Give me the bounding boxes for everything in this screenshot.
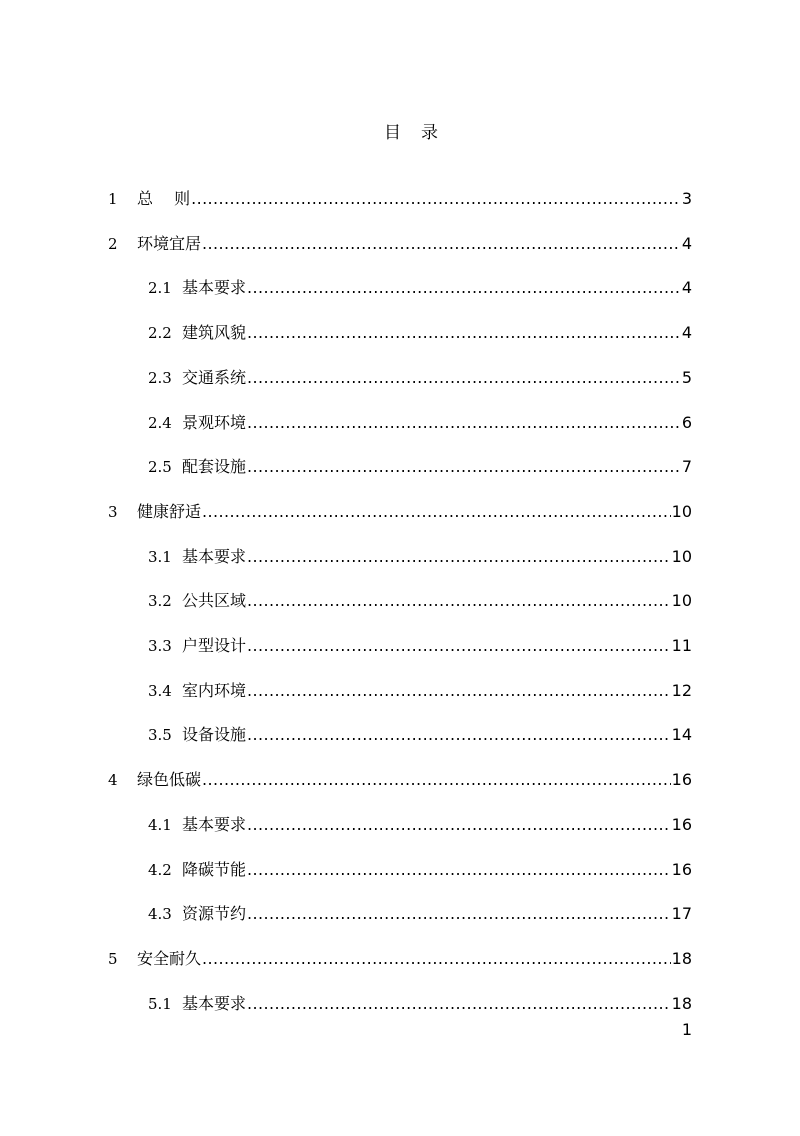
toc-entry-number: 4.2 [148,860,172,879]
toc-dot-leader [202,497,671,527]
toc-entry-label: 绿色低碳 [137,770,202,790]
toc-entry-label: 总 则 [137,189,191,208]
toc-dot-leader [247,318,681,348]
toc-dot-leader [247,989,671,1019]
page-number: 1 [681,1020,692,1039]
toc-dot-leader [202,944,671,974]
toc-entry[interactable] [108,184,692,214]
toc-entry-page: 4 [681,273,692,303]
toc-entry[interactable] [148,586,692,616]
toc-entry-page: 10 [671,497,692,527]
toc-entry-number: 5 [108,949,118,968]
toc-entry-number: 2.3 [148,368,172,387]
toc-entry-label: 降碳节能 [182,859,247,879]
toc-dot-leader [247,586,671,616]
toc-entry-page: 4 [681,229,692,259]
toc-dot-leader [247,631,671,661]
toc-entry-number: 3 [108,502,118,521]
toc-entry[interactable] [148,631,692,661]
toc-entry-number: 3.4 [148,681,172,700]
toc-entry[interactable] [148,810,692,840]
toc-entry-page: 10 [671,586,692,616]
toc-entry-number: 4.3 [148,905,172,924]
toc-entry-label: 基本要求 [182,993,247,1013]
toc-entry-page: 6 [681,408,692,438]
toc-entry[interactable] [108,944,692,974]
toc-entry-label: 健康舒适 [137,501,202,521]
toc-entry-label: 室内环境 [182,680,247,700]
toc-entry-page: 5 [681,363,692,393]
toc-entry[interactable] [148,273,692,303]
toc-entry-label: 配套设施 [182,457,247,477]
toc-entry[interactable] [148,363,692,393]
toc-entry-page: 16 [671,855,692,885]
toc-entry[interactable] [148,989,692,1019]
toc-dot-leader [247,676,671,706]
toc-dot-leader [247,363,681,393]
toc-title-char-1: 目 [384,123,401,143]
toc-entry-label: 基本要求 [182,814,247,834]
toc-entry-label: 基本要求 [182,278,247,298]
toc-dot-leader [247,810,671,840]
toc-entry[interactable] [148,899,692,929]
toc-entry-label: 设备设施 [182,725,247,745]
toc-entry-page: 3 [681,184,692,214]
toc-dot-leader [247,452,681,482]
toc-entry-number: 2.5 [148,458,172,477]
toc-dot-leader [191,184,681,214]
toc-dot-leader [247,899,671,929]
toc-entry-number: 2.4 [148,413,172,432]
toc-dot-leader [247,720,671,750]
toc-entry-page: 17 [671,899,692,929]
toc-entry[interactable] [148,452,692,482]
toc-entry-number: 4 [108,771,118,790]
toc-entry-number: 4.1 [148,815,172,834]
toc-entry-label: 基本要求 [182,546,247,566]
toc-entry-page: 11 [671,631,692,661]
toc-entry-page: 7 [681,452,692,482]
toc-entry-number: 2.2 [148,324,172,343]
toc-entry-page: 14 [671,720,692,750]
toc-entry[interactable] [108,229,692,259]
toc-title [0,118,800,143]
toc-entry-page: 18 [671,944,692,974]
toc-entry[interactable] [148,720,692,750]
toc-entry-page: 4 [681,318,692,348]
toc-entry-label: 建筑风貌 [182,323,247,343]
toc-entry-number: 5.1 [148,994,172,1013]
toc-dot-leader [202,765,671,795]
toc-entry-label: 安全耐久 [137,948,202,968]
toc-entry-number: 3.2 [148,592,172,611]
toc-entry-label: 资源节约 [182,904,247,924]
toc-dot-leader [247,542,671,572]
toc-entry-label: 景观环境 [182,412,247,432]
toc-dot-leader [202,229,681,259]
toc-entry-page: 12 [671,676,692,706]
toc-entry-label: 公共区域 [182,591,247,611]
toc-entry-number: 2 [108,234,118,253]
toc-entry-label: 环境宜居 [137,233,202,253]
toc-entry-page: 16 [671,765,692,795]
toc-entry[interactable] [108,497,692,527]
toc-entry[interactable] [108,765,692,795]
toc-entry[interactable] [148,542,692,572]
toc-dot-leader [247,408,681,438]
toc-entry-page: 10 [671,542,692,572]
toc-dot-leader [247,273,681,303]
toc-entry-number: 1 [108,190,118,208]
toc-entry-label: 交通系统 [182,367,247,387]
toc-entry[interactable] [148,408,692,438]
toc-entry-number: 3.3 [148,637,172,655]
toc-entry-page: 16 [671,810,692,840]
toc-dot-leader [247,855,671,885]
toc-entry[interactable] [148,855,692,885]
toc-entry-number: 3.1 [148,547,172,566]
toc-entry-number: 2.1 [148,279,172,298]
toc-entry[interactable] [148,676,692,706]
toc-entry-label: 户型设计 [182,636,247,655]
toc-entry[interactable] [148,318,692,348]
toc-entry-number: 3.5 [148,726,172,745]
toc-entry-page: 18 [671,989,692,1019]
toc-title-char-2: 录 [421,123,438,143]
